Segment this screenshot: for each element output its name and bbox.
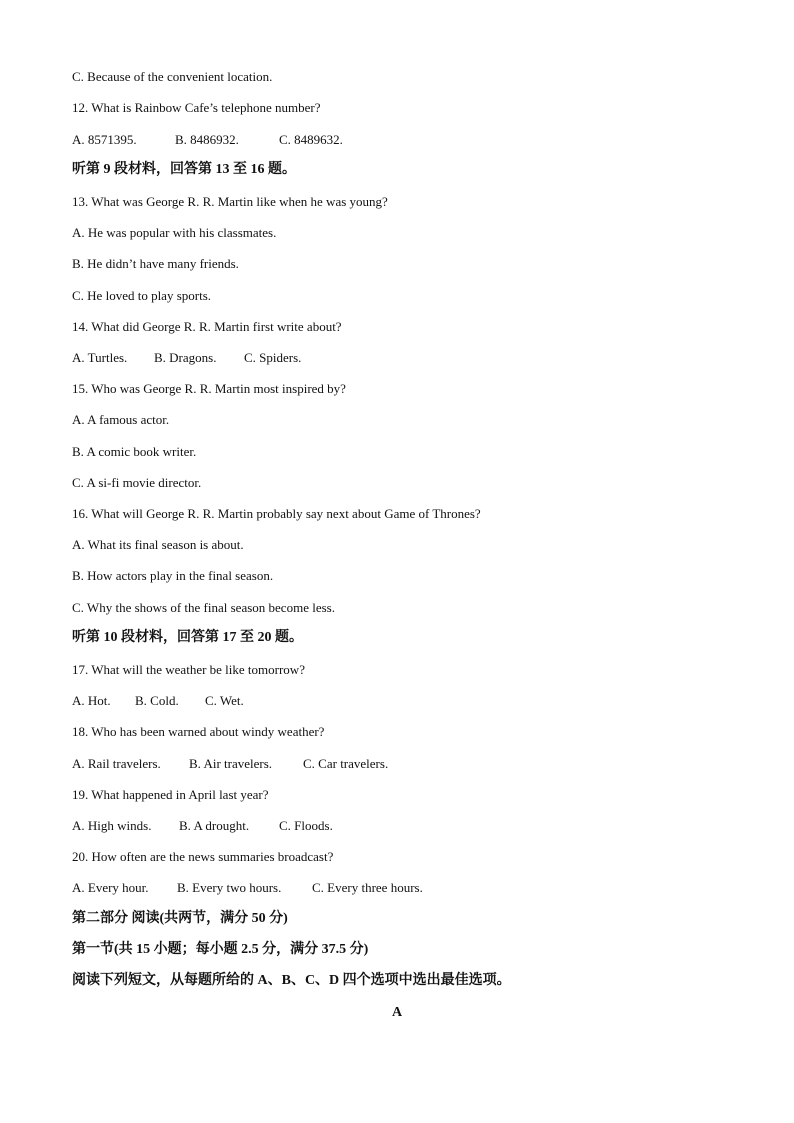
question-20: 20. How often are the news summaries broadcast?	[72, 849, 334, 864]
option-a: A. Turtles.	[72, 350, 128, 365]
option-a: A. Every hour.	[72, 880, 149, 895]
section-heading: 听第 10 段材料，回答第 17 至 20 题。	[72, 630, 303, 645]
section-heading: 听第 9 段材料，回答第 13 至 16 题。	[72, 162, 296, 177]
option-b: B. Air travelers.	[189, 756, 273, 771]
passage-letter: A	[391, 1005, 403, 1020]
question-19: 19. What happened in April last year?	[72, 787, 269, 802]
option-15a: A. A famous actor.	[72, 412, 170, 427]
option-a: A. High winds.	[72, 818, 152, 833]
option-a: A. Rail travelers.	[72, 756, 161, 771]
options-19	[72, 818, 333, 834]
option-15c: C. A si-fi movie director.	[72, 475, 202, 490]
question-15: 15. Who was George R. R. Martin most inspired by?	[72, 381, 346, 396]
option-c: C. Floods.	[279, 818, 333, 833]
option-c: C. 8489632.	[279, 132, 343, 147]
options-20	[72, 880, 423, 896]
options-14	[72, 350, 301, 366]
question-16: 16. What will George R. R. Martin probably say next about Game of Thrones?	[72, 506, 481, 521]
section-heading: 第一节(共 15 小题；每小题 2.5 分，满分 37.5 分)	[72, 942, 369, 957]
options-17	[72, 693, 244, 709]
option-13c: C. He loved to play sports.	[72, 288, 212, 303]
option-c: C. Every three hours.	[312, 880, 423, 895]
question-14: 14. What did George R. R. Martin first write about?	[72, 319, 342, 334]
option-b: B. Cold.	[135, 693, 179, 708]
options-12	[72, 132, 343, 148]
option-c: C. Spiders.	[244, 350, 302, 365]
option-13b: B. He didn’t have many friends.	[72, 256, 239, 271]
option-c: C. Wet.	[205, 693, 244, 708]
option-13a: A. He was popular with his classmates.	[72, 225, 277, 240]
question-18: 18. Who has been warned about windy weather?	[72, 724, 325, 739]
option-16a: A. What its final season is about.	[72, 537, 244, 552]
option-a: A. Hot.	[72, 693, 111, 708]
option-15b: B. A comic book writer.	[72, 444, 197, 459]
option-b: B. Every two hours.	[177, 880, 282, 895]
question-13: 13. What was George R. R. Martin like when he was young?	[72, 194, 388, 209]
option-a: A. 8571395.	[72, 132, 137, 147]
option-16b: B. How actors play in the final season.	[72, 568, 274, 583]
text-line: C. Because of the convenient location.	[72, 69, 273, 84]
option-b: B. A drought.	[179, 818, 250, 833]
options-18	[72, 756, 388, 772]
option-c: C. Car travelers.	[303, 756, 389, 771]
question-17: 17. What will the weather be like tomorrow?	[72, 662, 305, 677]
instruction: 阅读下列短文，从每题所给的 A、B、C、D 四个选项中选出最佳选项。	[72, 973, 511, 988]
option-16c: C. Why the shows of the final season become less.	[72, 600, 335, 615]
option-b: B. 8486932.	[175, 132, 239, 147]
option-b: B. Dragons.	[154, 350, 217, 365]
question-12: 12. What is Rainbow Cafe’s telephone number?	[72, 100, 321, 115]
part-heading: 第二部分 阅读(共两节，满分 50 分)	[72, 911, 288, 926]
